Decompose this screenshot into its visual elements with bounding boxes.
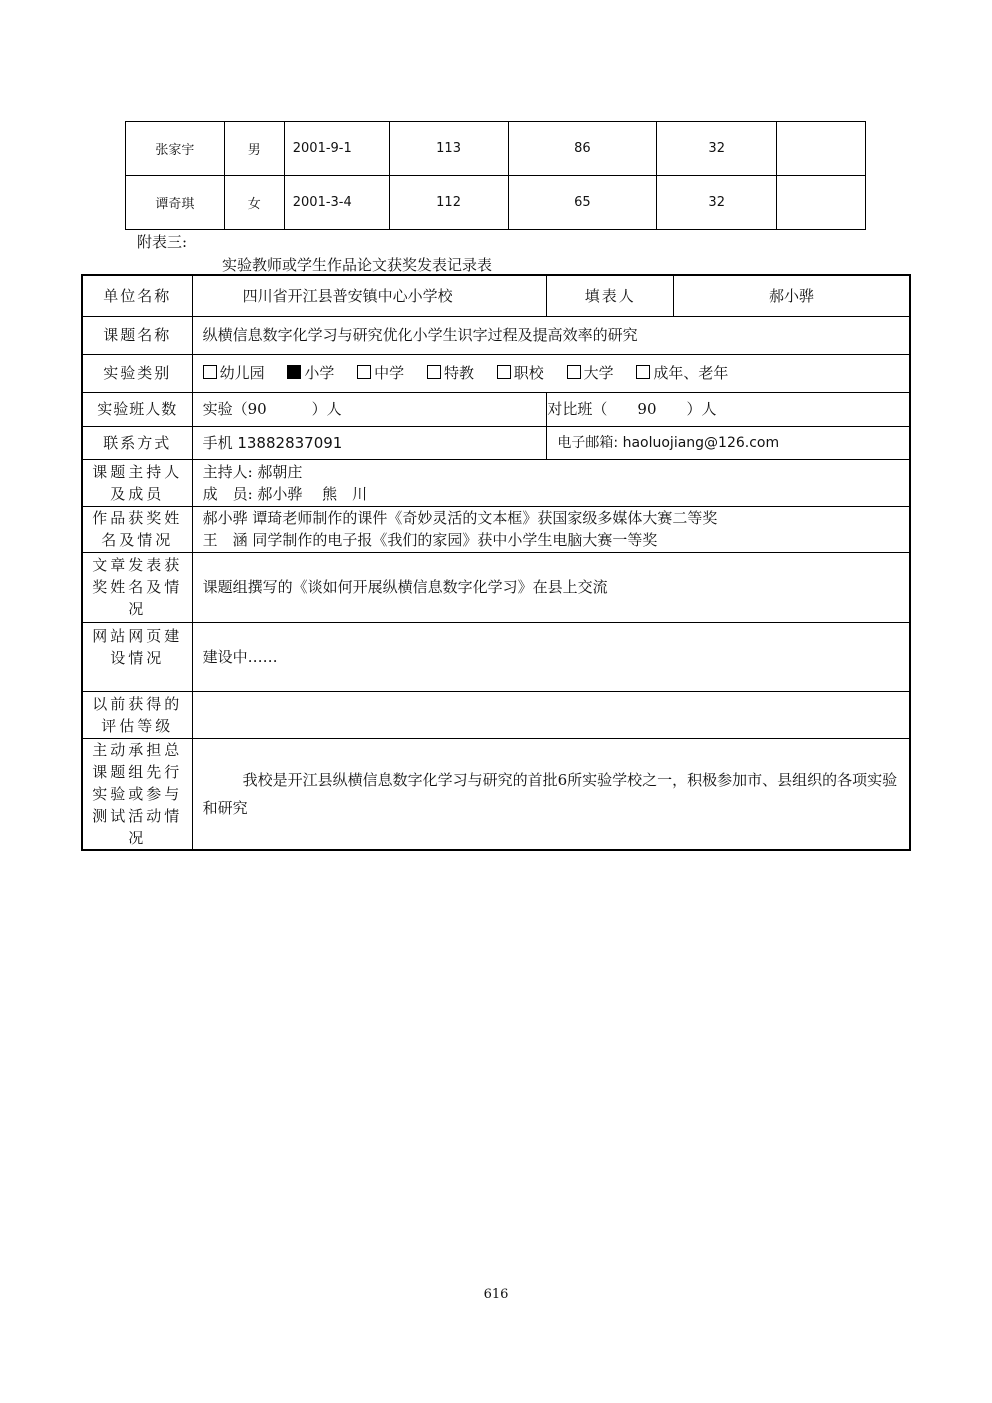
form-row	[82, 316, 910, 354]
record-form	[81, 274, 911, 851]
form-row	[82, 392, 910, 426]
student-name: 张家宇	[126, 122, 225, 176]
student-value: 32	[657, 122, 777, 176]
category-option[interactable]: 职校	[497, 364, 544, 382]
form-row	[82, 426, 910, 459]
student-gender: 女	[224, 176, 284, 230]
members-label: 课题主持人及成员	[82, 459, 192, 506]
email-value: 电子邮箱: haoluojiang@126.com	[547, 426, 910, 459]
filler-value: 郝小骅	[674, 275, 910, 316]
checkbox-filled-icon	[287, 365, 301, 379]
table-row	[126, 176, 866, 230]
unit-value: 四川省开江县普安镇中心小学校	[192, 275, 547, 316]
category-option[interactable]: 成年、老年	[636, 364, 728, 382]
award-label: 作品获奖姓名及情况	[82, 506, 192, 552]
checkbox-empty-icon	[636, 365, 650, 379]
contact-label: 联系方式	[82, 426, 192, 459]
page-number: 616	[483, 1287, 509, 1302]
phone-value: 手机 13882837091	[192, 426, 547, 459]
activity-label: 主动承担总课题组先行实验或参与测试活动情况	[82, 738, 192, 850]
category-options	[192, 354, 910, 392]
award-line: 郝小骅 谭琦老师制作的课件《奇妙灵活的文本框》获国家级多媒体大赛二等奖	[202, 509, 718, 527]
student-gender: 男	[224, 122, 284, 176]
unit-label: 单位名称	[82, 275, 192, 316]
checkbox-empty-icon	[567, 365, 581, 379]
host-value: 主持人: 郝朝庄	[202, 462, 303, 481]
category-option[interactable]: 幼儿园	[203, 364, 265, 382]
class-size-label: 实验班人数	[82, 392, 192, 426]
prev-rating-value	[192, 691, 910, 738]
article-label: 文章发表获奖姓名及情况	[82, 552, 192, 622]
award-cell	[192, 506, 910, 552]
table-row	[126, 122, 866, 176]
student-value	[777, 122, 866, 176]
members-value: 成 员: 郝小骅 熊 川	[202, 484, 368, 503]
members-cell	[192, 459, 910, 506]
topic-value: 纵横信息数字化学习与研究优化小学生识字过程及提高效率的研究	[192, 316, 910, 354]
student-value: 86	[508, 122, 657, 176]
form-row	[82, 552, 910, 622]
form-title: 实验教师或学生作品论文获奖发表记录表	[222, 256, 493, 274]
checkbox-empty-icon	[497, 365, 511, 379]
category-label: 实验类别	[82, 354, 192, 392]
form-row	[82, 691, 910, 738]
student-birthdate: 2001-3-4	[284, 176, 389, 230]
student-value: 32	[657, 176, 777, 230]
award-line: 王 涵 同学制作的电子报《我们的家园》获中小学生电脑大赛一等奖	[202, 531, 658, 549]
form-row	[82, 354, 910, 392]
filler-label: 填表人	[547, 275, 674, 316]
class-size-experiment: 实验（90 ）人	[192, 392, 547, 426]
form-row	[82, 506, 910, 552]
website-label: 网站网页建设情况	[82, 622, 192, 691]
student-birthdate: 2001-9-1	[284, 122, 389, 176]
form-row	[82, 275, 910, 316]
student-name: 谭奇琪	[126, 176, 225, 230]
category-option[interactable]: 小学	[287, 364, 334, 382]
activity-value: 我校是开江县纵横信息数字化学习与研究的首批6所实验学校之一，积极参加市、县组织的各项实验和研究	[192, 738, 910, 850]
student-value: 113	[389, 122, 508, 176]
prev-rating-label: 以前获得的评估等级	[82, 691, 192, 738]
website-value: 建设中……	[192, 622, 910, 691]
category-option[interactable]: 大学	[567, 364, 614, 382]
category-option[interactable]: 特教	[427, 364, 474, 382]
student-table	[125, 121, 866, 230]
form-row	[82, 622, 910, 691]
article-value: 课题组撰写的《谈如何开展纵横信息数字化学习》在县上交流	[192, 552, 910, 622]
class-size-control: 对比班（ 90 ）人	[547, 392, 910, 426]
topic-label: 课题名称	[82, 316, 192, 354]
checkbox-empty-icon	[427, 365, 441, 379]
checkbox-empty-icon	[203, 365, 217, 379]
student-value: 65	[508, 176, 657, 230]
appendix-label: 附表三:	[137, 233, 188, 251]
checkbox-empty-icon	[357, 365, 371, 379]
student-value: 112	[389, 176, 508, 230]
category-option[interactable]: 中学	[357, 364, 404, 382]
form-row	[82, 459, 910, 506]
form-row	[82, 738, 910, 850]
student-value	[777, 176, 866, 230]
